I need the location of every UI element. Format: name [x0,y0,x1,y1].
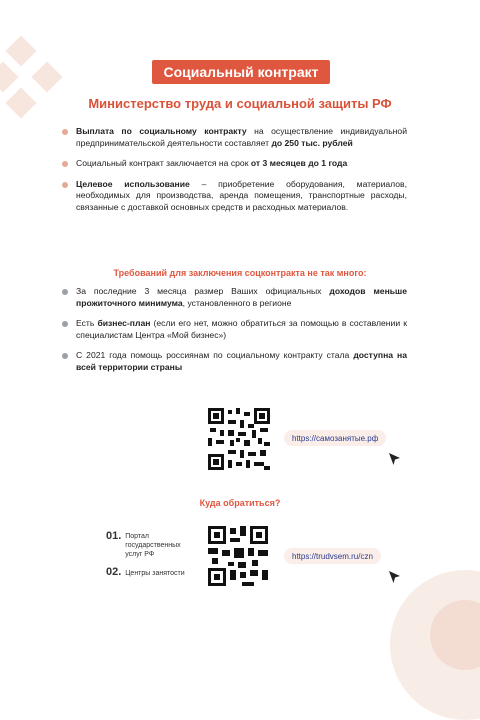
benefits-list [62,126,407,222]
page-subtitle: Министерство труда и социальной защиты РФ [88,96,392,111]
link-trudvsem[interactable]: https://trudvsem.ru/czn [284,548,381,564]
list-item: С 2021 года помощь россиянам по социальному контракту стала доступна на всей территории страны [62,350,407,373]
where-title: Куда обратиться? [199,498,281,508]
list-item: Выплата по социальному контракту на осуществление индивидуальной предпринимательской деятельности составляет до 250 тыс. рублей [62,126,407,149]
list-item: Есть бизнес-план (если его нет, можно обратиться за помощью в составлении к специалистам Центра «Мой бизнес») [62,318,407,341]
requirements-title: Требований для заключения соцконтракта не так много: [113,268,367,278]
requirements-list [62,286,407,382]
list-item: За последние 3 месяца размер Ваших официальных доходов меньше прожиточного минимума, установленного в регионе [62,286,407,309]
page-title: Социальный контракт [152,60,330,84]
list-item: 02. Центры занятости [106,566,185,578]
qr-code-icon[interactable] [208,526,268,586]
link-samozanyatye[interactable]: https://самозанятые.рф [284,430,386,446]
cursor-icon [388,570,402,584]
cursor-icon [388,452,402,466]
list-item: Социальный контракт заключается на срок от 3 месяцев до 1 года [62,158,407,170]
list-item: 01. Портал государственных услуг РФ [106,530,181,558]
list-item: Целевое использование – приобретение оборудования, материалов, необходимых для производства, аренда помещения, транспортные расходы, связанные с доставкой основных средств и расходных материалов. [62,179,407,214]
qr-code-icon[interactable] [208,408,270,470]
